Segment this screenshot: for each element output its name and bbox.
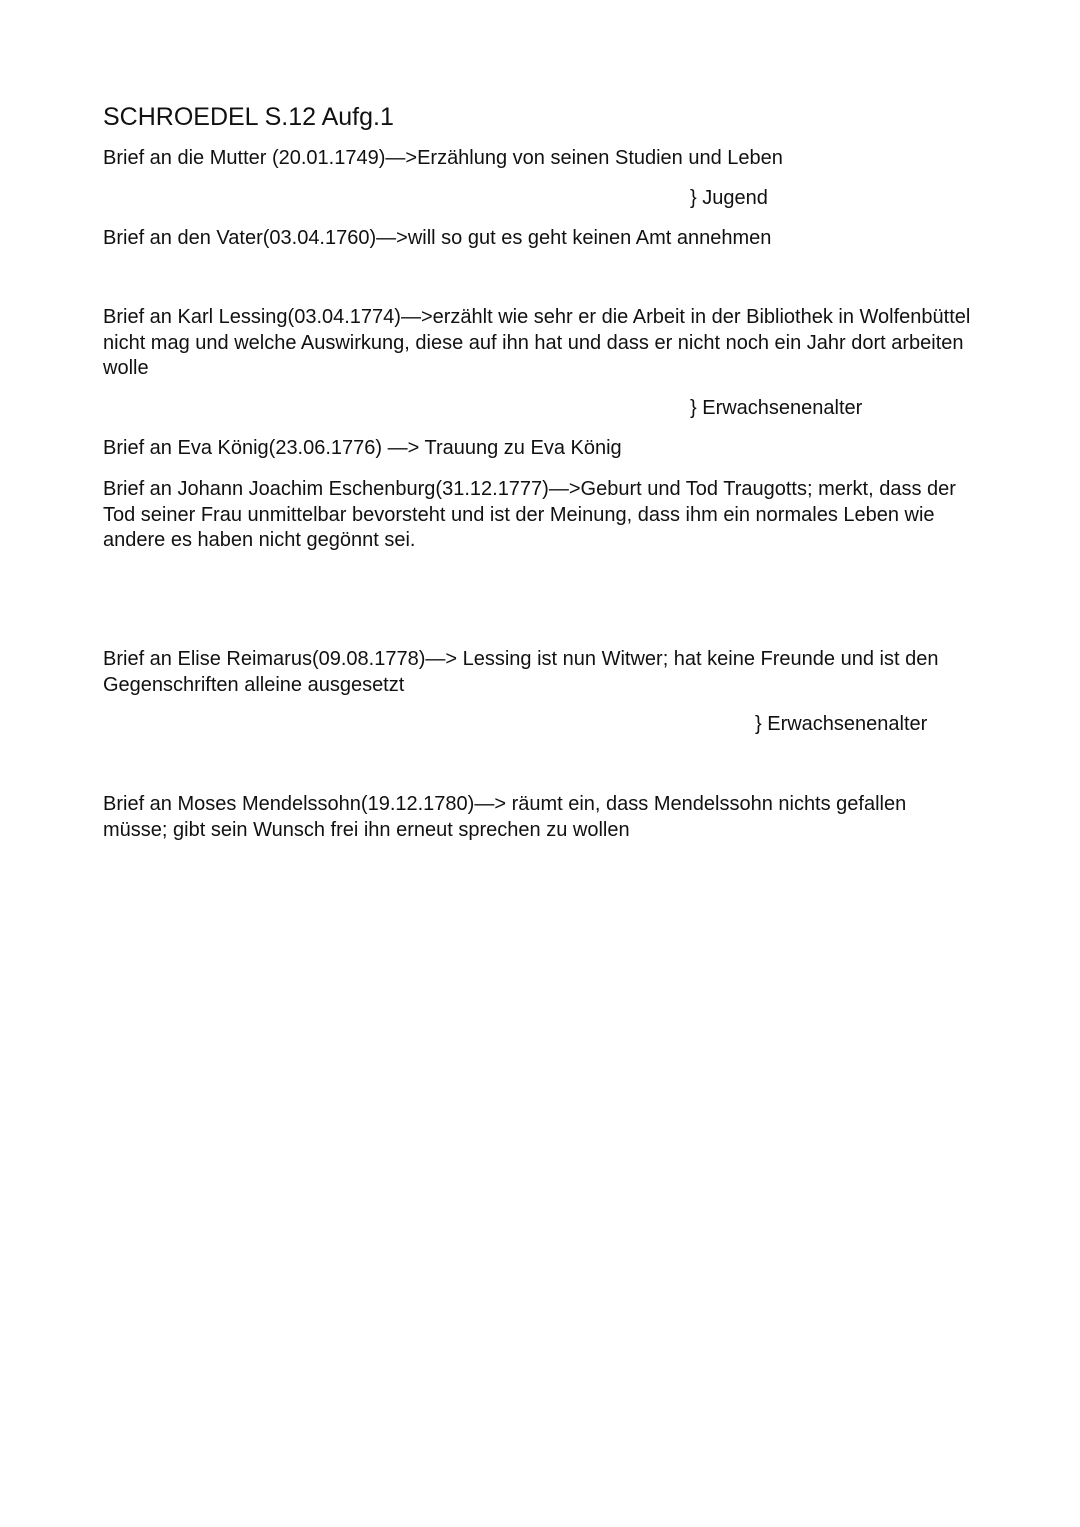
life-phase-label-adulthood: } Erwachsenenalter (690, 397, 863, 419)
document-title: SCHROEDEL S.12 Aufg.1 (103, 103, 394, 131)
letter-entry-eva-koenig: Brief an Eva König(23.06.1776) —> Trauung zu Eva König (103, 437, 622, 459)
letter-entry-karl-lessing: Brief an Karl Lessing(03.04.1774)—>erzählt wie sehr er die Arbeit in der Bibliothek in Wolfenbüttel nicht mag und welche Auswirkung, diese auf ihn hat und dass er nicht noch ein Jahr dort arbeiten wolle (103, 306, 971, 379)
letter-entry-eschenburg: Brief an Johann Joachim Eschenburg(31.12.1777)—>Geburt und Tod Traugotts; merkt, dass der Tod seiner Frau unmittelbar bevorsteht und ist der Meinung, dass ihm ein normales Leben wie andere es haben nicht gegönnt sei. (103, 478, 956, 551)
letter-entry-father: Brief an den Vater(03.04.1760)—>will so gut es geht keinen Amt annehmen (103, 227, 772, 249)
life-phase-label-youth: } Jugend (690, 187, 768, 209)
letter-entry-mother: Brief an die Mutter (20.01.1749)—>Erzählung von seinen Studien und Leben (103, 147, 783, 169)
letter-entry-elise-reimarus: Brief an Elise Reimarus(09.08.1778)—> Lessing ist nun Witwer; hat keine Freunde und ist den Gegenschriften alleine ausgesetzt (103, 648, 939, 696)
life-phase-label-adulthood-2: } Erwachsenenalter (755, 713, 928, 735)
letter-entry-mendelssohn: Brief an Moses Mendelssohn(19.12.1780)—> räumt ein, dass Mendelssohn nichts gefallen müsse; gibt sein Wunsch frei ihn erneut sprechen zu wollen (103, 793, 907, 841)
